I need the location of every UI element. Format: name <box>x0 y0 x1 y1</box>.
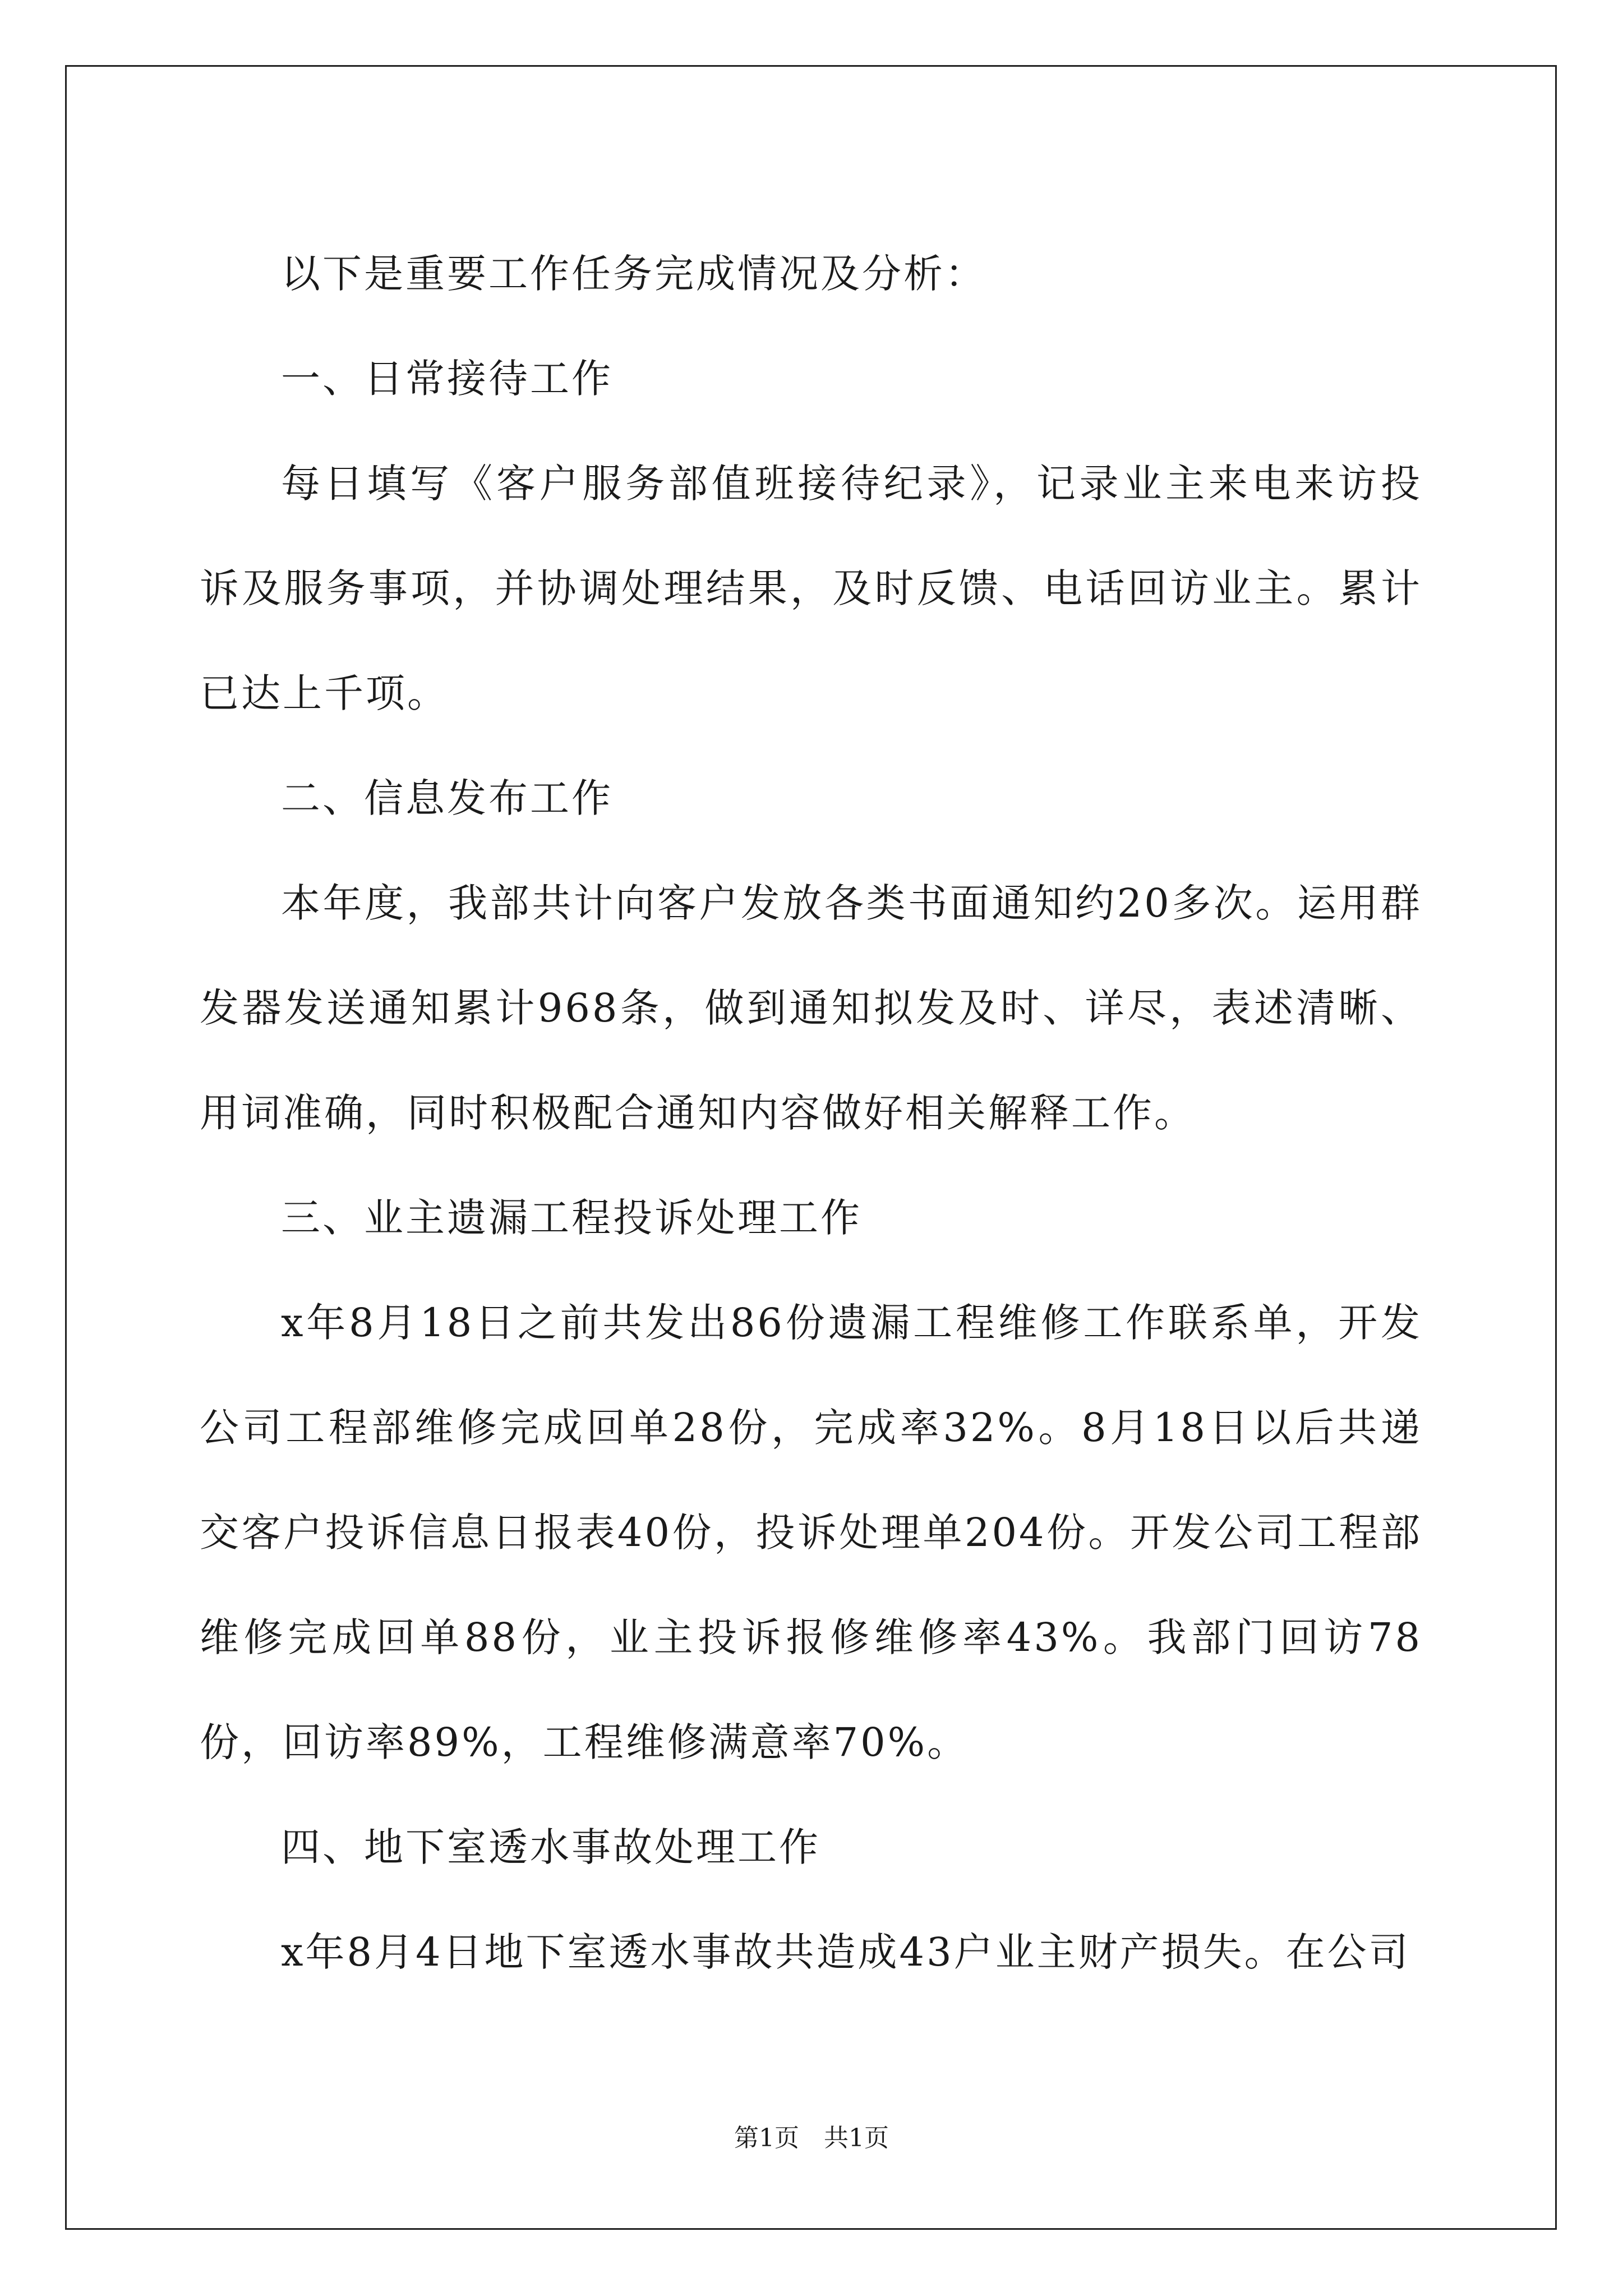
heading-basement-flooding: 四、地下室透水事故处理工作 <box>281 1824 820 1870</box>
paragraph-information-release: 本年度，我部共计向客户发放各类书面通知约20多次。运用群发器发送通知累计968条，做到通知拟发及时、详尽，表述清晰、用词准确，同时积极配合通知内容做好相关解释工作。 <box>200 880 1422 1136</box>
paragraph-engineering-complaints: x年8月18日之前共发出86份遗漏工程维修工作联系单，开发公司工程部维修完成回单28份，完成率32%。8月18日以后共递交客户投诉信息日报表40份，投诉处理单204份。开发公司工程部维修完成回单88份，业主投诉报修维修率43%。我部门回访78份，回访率89%，工程维修满意率70%。 <box>200 1300 1422 1765</box>
paragraph-basement-flooding: x年8月4日地下室透水事故共造成43户业主财产损失。在公司 <box>281 1929 1410 1975</box>
heading-information-release: 二、信息发布工作 <box>281 775 613 821</box>
paragraph-intro: 以下是重要工作任务完成情况及分析： <box>281 251 986 297</box>
heading-daily-reception: 一、日常接待工作 <box>281 356 613 402</box>
paragraph-daily-reception: 每日填写《客户服务部值班接待纪录》，记录业主来电来访投诉及服务事项，并协调处理结果，及时反馈、电话回访业主。累计已达上千项。 <box>200 461 1422 716</box>
document-body <box>200 222 1422 2005</box>
heading-engineering-complaints: 三、业主遗漏工程投诉处理工作 <box>281 1195 862 1241</box>
page-number-footer: 第1页 共1页 <box>734 2124 889 2152</box>
